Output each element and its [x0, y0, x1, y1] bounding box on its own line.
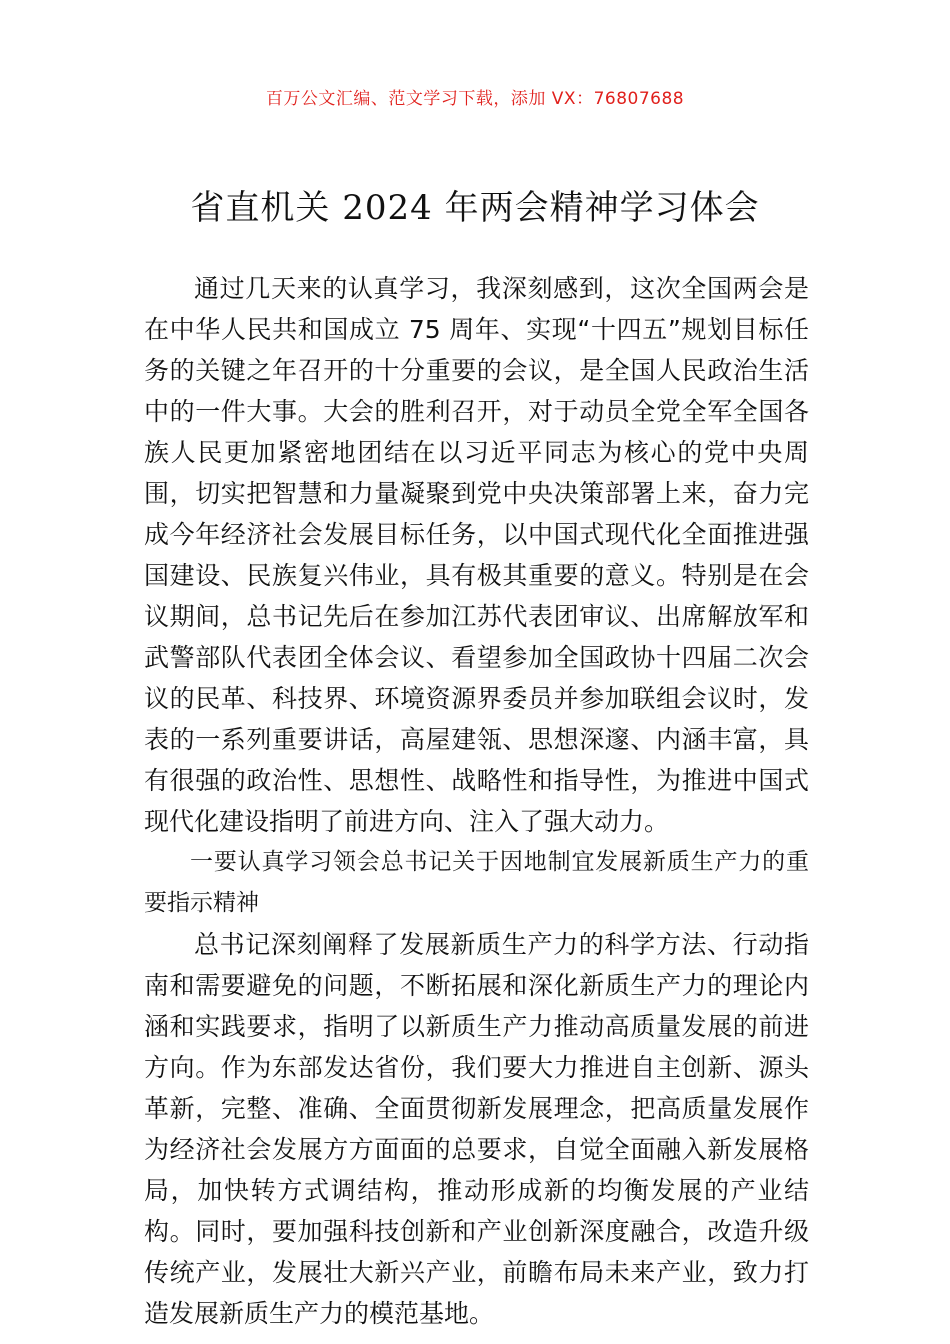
- document-title: 省直机关 2024 年两会精神学习体会: [190, 188, 760, 228]
- paragraph-intro: 通过几天来的认真学习，我深刻感到，这次全国两会是在中华人民共和国成立 75 周年、实现“十四五”规划目标任务的关键之年召开的十分重要的会议，是全国人民政治生活中的一件大事。大会的胜利召开，对于动员全党全军全国各族人民更加紧密地团结在以习近平同志为核心的党中央周围，切实把智慧和力量凝聚到党中央决策部署上来，奋力完成今年经济社会发展目标任务，以中国式现代化全面推进强国建设、民族复兴伟业，具有极其重要的意义。特别是在会议期间，总书记先后在参加江苏代表团审议、出席解放军和武警部队代表团全体会议、看望参加全国政协十四届二次会议的民革、科技界、环境资源界委员并参加联组会议时，发表的一系列重要讲话，高屋建瓴、思想深邃、内涵丰富，具有很强的政治性、思想性、战略性和指导性，为推进中国式现代化建设指明了前进方向、注入了强大动力。: [144, 274, 809, 836]
- section-heading-1: 一要认真学习领会总书记关于因地制宜发展新质生产力的重要指示精神: [144, 849, 809, 916]
- document-body: [144, 268, 809, 1334]
- watermark-header: 百万公文汇编、范文学习下载，添加 VX：76807688: [265, 89, 685, 109]
- paragraph-section-1: 总书记深刻阐释了发展新质生产力的科学方法、行动指南和需要避免的问题，不断拓展和深化新质生产力的理论内涵和实践要求，指明了以新质生产力推动高质量发展的前进方向。作为东部发达省份，我们要大力推进自主创新、源头革新，完整、准确、全面贯彻新发展理念，把高质量发展作为经济社会发展方方面面的总要求，自觉全面融入新发展格局，加快转方式调结构，推动形成新的均衡发展的产业结构。同时，要加强科技创新和产业创新深度融合，改造升级传统产业，发展壮大新兴产业，前瞻布局未来产业，致力打造发展新质生产力的模范基地。: [144, 930, 809, 1328]
